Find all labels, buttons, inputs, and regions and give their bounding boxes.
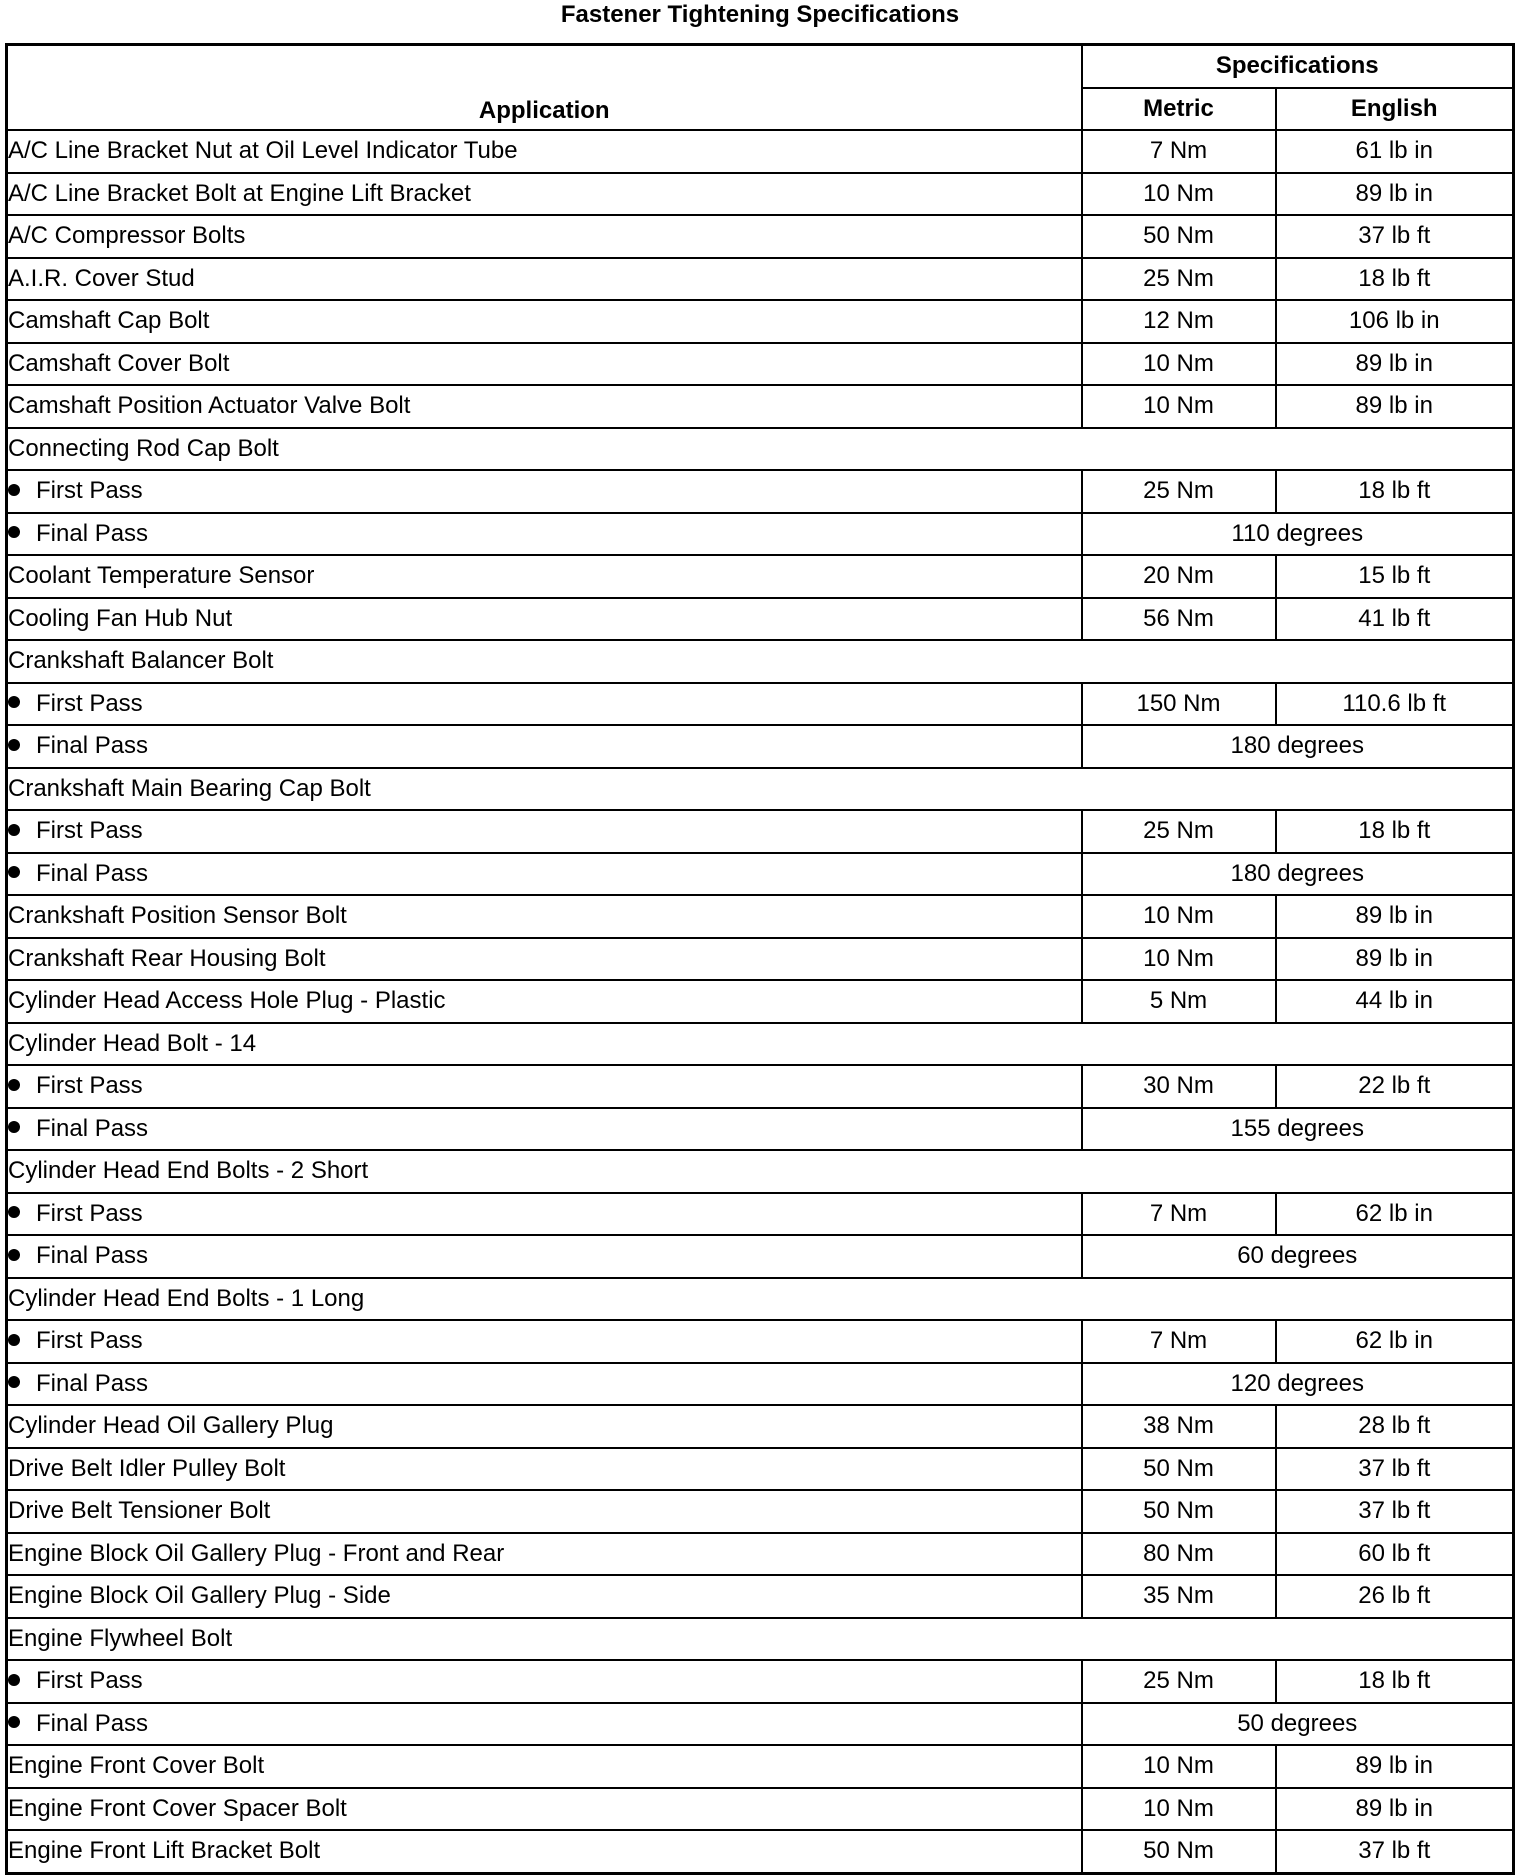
application-cell <box>7 725 1082 768</box>
english-cell: 110.6 lb ft <box>1276 683 1514 726</box>
application-cell <box>7 1788 1082 1831</box>
metric-cell: 50 Nm <box>1082 1448 1276 1491</box>
metric-cell: 25 Nm <box>1082 258 1276 301</box>
application-label: Cylinder Head End Bolts - 2 Short <box>8 1157 369 1185</box>
table-row <box>7 1278 1514 1321</box>
application-label: Cylinder Head Bolt - 14 <box>8 1029 257 1057</box>
header-row-top <box>7 45 1514 88</box>
metric-cell: 30 Nm <box>1082 1065 1276 1108</box>
table-row <box>7 768 1514 811</box>
application-label: Engine Flywheel Bolt <box>8 1624 233 1652</box>
application-label: Engine Front Cover Spacer Bolt <box>8 1794 347 1822</box>
english-cell: 28 lb ft <box>1276 1405 1514 1448</box>
application-cell <box>7 1363 1082 1406</box>
application-cell <box>7 640 1514 683</box>
table-body <box>7 130 1514 1873</box>
english-cell: 37 lb ft <box>1276 215 1514 258</box>
application-label: First Pass <box>36 817 143 845</box>
metric-cell: 80 Nm <box>1082 1533 1276 1576</box>
application-cell <box>7 513 1082 556</box>
table-row <box>7 1533 1514 1576</box>
application-label: First Pass <box>36 689 143 717</box>
english-cell: 18 lb ft <box>1276 1660 1514 1703</box>
metric-cell: 5 Nm <box>1082 980 1276 1023</box>
table-row <box>7 725 1514 768</box>
application-label: A/C Line Bracket Bolt at Engine Lift Bracket <box>8 179 471 207</box>
table-row <box>7 1150 1514 1193</box>
application-label: Crankshaft Rear Housing Bolt <box>8 944 326 972</box>
table-row <box>7 1065 1514 1108</box>
application-cell <box>7 1533 1082 1576</box>
application-cell <box>7 1660 1082 1703</box>
table-row <box>7 1830 1514 1873</box>
application-cell <box>7 1108 1082 1151</box>
application-cell <box>7 1575 1082 1618</box>
metric-cell: 50 Nm <box>1082 1490 1276 1533</box>
metric-cell: 10 Nm <box>1082 938 1276 981</box>
table-row <box>7 258 1514 301</box>
application-label: Final Pass <box>36 1709 149 1737</box>
metric-cell: 38 Nm <box>1082 1405 1276 1448</box>
english-cell: 89 lb in <box>1276 938 1514 981</box>
bullet-icon <box>8 1121 20 1133</box>
english-cell: 106 lb in <box>1276 300 1514 343</box>
angle-value-cell: 120 degrees <box>1082 1363 1514 1406</box>
english-cell: 15 lb ft <box>1276 555 1514 598</box>
english-cell: 18 lb ft <box>1276 258 1514 301</box>
table-row <box>7 1745 1514 1788</box>
application-cell <box>7 980 1082 1023</box>
bullet-icon <box>8 1674 20 1686</box>
table-row <box>7 640 1514 683</box>
bullet-icon <box>8 1334 20 1346</box>
table-row <box>7 300 1514 343</box>
metric-cell: 56 Nm <box>1082 598 1276 641</box>
metric-cell: 12 Nm <box>1082 300 1276 343</box>
table-header <box>7 45 1514 131</box>
application-cell <box>7 1448 1082 1491</box>
application-cell <box>7 1490 1082 1533</box>
english-cell: 26 lb ft <box>1276 1575 1514 1618</box>
application-cell <box>7 853 1082 896</box>
application-label: Final Pass <box>36 859 149 887</box>
application-cell <box>7 130 1082 173</box>
english-cell: 62 lb in <box>1276 1193 1514 1236</box>
application-cell <box>7 938 1082 981</box>
application-label: A/C Line Bracket Nut at Oil Level Indicator Tube <box>8 137 518 165</box>
metric-cell: 7 Nm <box>1082 1193 1276 1236</box>
table-row <box>7 980 1514 1023</box>
angle-value-cell: 180 degrees <box>1082 725 1514 768</box>
english-cell: 60 lb ft <box>1276 1533 1514 1576</box>
table-row <box>7 1320 1514 1363</box>
metric-cell: 10 Nm <box>1082 895 1276 938</box>
application-cell <box>7 385 1082 428</box>
metric-cell: 10 Nm <box>1082 385 1276 428</box>
table-row <box>7 598 1514 641</box>
metric-cell: 25 Nm <box>1082 470 1276 513</box>
application-cell <box>7 598 1082 641</box>
english-cell: 44 lb in <box>1276 980 1514 1023</box>
table-row <box>7 343 1514 386</box>
application-label: Engine Block Oil Gallery Plug - Side <box>8 1582 391 1610</box>
header-english: English <box>1276 88 1514 131</box>
bullet-icon <box>8 526 20 538</box>
application-label: First Pass <box>36 477 143 505</box>
english-cell: 89 lb in <box>1276 343 1514 386</box>
table-row <box>7 1363 1514 1406</box>
document-title: Fastener Tightening Specifications <box>560 1 960 28</box>
application-label: Final Pass <box>36 1369 149 1397</box>
english-cell: 61 lb in <box>1276 130 1514 173</box>
application-label: Final Pass <box>36 1114 149 1142</box>
application-label: Crankshaft Balancer Bolt <box>8 647 274 675</box>
english-cell: 18 lb ft <box>1276 470 1514 513</box>
table-row <box>7 1405 1514 1448</box>
english-cell: 41 lb ft <box>1276 598 1514 641</box>
table-row <box>7 1108 1514 1151</box>
application-cell <box>7 343 1082 386</box>
table-row <box>7 555 1514 598</box>
table-row <box>7 1490 1514 1533</box>
application-label: Cylinder Head Oil Gallery Plug <box>8 1412 334 1440</box>
header-specifications: Specifications <box>1082 45 1514 88</box>
metric-cell: 25 Nm <box>1082 810 1276 853</box>
table-row <box>7 853 1514 896</box>
bullet-icon <box>8 484 20 496</box>
metric-cell: 35 Nm <box>1082 1575 1276 1618</box>
table-row <box>7 1448 1514 1491</box>
application-label: Drive Belt Tensioner Bolt <box>8 1497 271 1525</box>
table-row <box>7 215 1514 258</box>
bullet-icon <box>8 866 20 878</box>
application-label: Coolant Temperature Sensor <box>8 562 315 590</box>
application-cell <box>7 1405 1082 1448</box>
table-row <box>7 810 1514 853</box>
bullet-icon <box>8 1716 20 1728</box>
table-row <box>7 428 1514 471</box>
metric-cell: 10 Nm <box>1082 1745 1276 1788</box>
application-label: A.I.R. Cover Stud <box>8 264 195 292</box>
application-cell <box>7 1830 1082 1873</box>
application-label: Cylinder Head Access Hole Plug - Plastic <box>8 987 446 1015</box>
application-label: Camshaft Cover Bolt <box>8 349 230 377</box>
metric-cell: 20 Nm <box>1082 555 1276 598</box>
table-row <box>7 385 1514 428</box>
metric-cell: 10 Nm <box>1082 343 1276 386</box>
metric-cell: 7 Nm <box>1082 1320 1276 1363</box>
application-label: Final Pass <box>36 1242 149 1270</box>
application-label: Drive Belt Idler Pulley Bolt <box>8 1454 286 1482</box>
header-application: Application <box>7 45 1082 131</box>
angle-value-cell: 155 degrees <box>1082 1108 1514 1151</box>
application-label: Camshaft Cap Bolt <box>8 307 210 335</box>
application-cell <box>7 810 1082 853</box>
table-row <box>7 1575 1514 1618</box>
english-cell: 89 lb in <box>1276 1745 1514 1788</box>
english-cell: 89 lb in <box>1276 1788 1514 1831</box>
header-metric: Metric <box>1082 88 1276 131</box>
bullet-icon <box>8 824 20 836</box>
english-cell: 37 lb ft <box>1276 1830 1514 1873</box>
table-row <box>7 1788 1514 1831</box>
application-label: Cooling Fan Hub Nut <box>8 604 233 632</box>
application-cell <box>7 683 1082 726</box>
english-cell: 37 lb ft <box>1276 1490 1514 1533</box>
metric-cell: 10 Nm <box>1082 1788 1276 1831</box>
angle-value-cell: 60 degrees <box>1082 1235 1514 1278</box>
fastener-spec-table <box>5 43 1515 1875</box>
application-cell <box>7 173 1082 216</box>
application-cell <box>7 300 1082 343</box>
table-row <box>7 683 1514 726</box>
application-label: Cylinder Head End Bolts - 1 Long <box>8 1284 365 1312</box>
table-row <box>7 938 1514 981</box>
bullet-icon <box>8 739 20 751</box>
metric-cell: 10 Nm <box>1082 173 1276 216</box>
metric-cell: 7 Nm <box>1082 130 1276 173</box>
bullet-icon <box>8 1249 20 1261</box>
application-cell <box>7 1703 1082 1746</box>
english-cell: 62 lb in <box>1276 1320 1514 1363</box>
application-label: Connecting Rod Cap Bolt <box>8 434 279 462</box>
bullet-icon <box>8 1376 20 1388</box>
application-cell <box>7 1193 1082 1236</box>
application-label: First Pass <box>36 1072 143 1100</box>
bullet-icon <box>8 1079 20 1091</box>
application-label: First Pass <box>36 1199 143 1227</box>
table-row <box>7 513 1514 556</box>
application-cell <box>7 555 1082 598</box>
table-row <box>7 1618 1514 1661</box>
table-row <box>7 1235 1514 1278</box>
application-label: Final Pass <box>36 732 149 760</box>
table-row <box>7 1023 1514 1066</box>
english-cell: 89 lb in <box>1276 173 1514 216</box>
table-row <box>7 173 1514 216</box>
application-cell <box>7 1150 1514 1193</box>
english-cell: 89 lb in <box>1276 895 1514 938</box>
application-label: A/C Compressor Bolts <box>8 222 246 250</box>
angle-value-cell: 180 degrees <box>1082 853 1514 896</box>
bullet-icon <box>8 1206 20 1218</box>
application-cell <box>7 1278 1514 1321</box>
application-cell <box>7 895 1082 938</box>
angle-value-cell: 50 degrees <box>1082 1703 1514 1746</box>
application-label: Crankshaft Position Sensor Bolt <box>8 902 347 930</box>
application-cell <box>7 215 1082 258</box>
english-cell: 18 lb ft <box>1276 810 1514 853</box>
angle-value-cell: 110 degrees <box>1082 513 1514 556</box>
application-label: First Pass <box>36 1327 143 1355</box>
application-label: Camshaft Position Actuator Valve Bolt <box>8 392 411 420</box>
application-label: Final Pass <box>36 519 149 547</box>
application-cell <box>7 428 1514 471</box>
table-row <box>7 470 1514 513</box>
application-cell <box>7 1235 1082 1278</box>
application-cell <box>7 1320 1082 1363</box>
table-row <box>7 1703 1514 1746</box>
metric-cell: 150 Nm <box>1082 683 1276 726</box>
english-cell: 37 lb ft <box>1276 1448 1514 1491</box>
application-cell <box>7 470 1082 513</box>
table-row <box>7 130 1514 173</box>
application-label: Engine Front Lift Bracket Bolt <box>8 1837 321 1865</box>
bullet-icon <box>8 696 20 708</box>
application-cell <box>7 258 1082 301</box>
application-label: First Pass <box>36 1667 143 1695</box>
application-cell <box>7 768 1514 811</box>
english-cell: 22 lb ft <box>1276 1065 1514 1108</box>
application-cell <box>7 1065 1082 1108</box>
table-row <box>7 895 1514 938</box>
application-cell <box>7 1023 1514 1066</box>
table-row <box>7 1193 1514 1236</box>
application-label: Engine Block Oil Gallery Plug - Front and Rear <box>8 1539 505 1567</box>
metric-cell: 25 Nm <box>1082 1660 1276 1703</box>
application-label: Crankshaft Main Bearing Cap Bolt <box>8 774 371 802</box>
application-label: Engine Front Cover Bolt <box>8 1752 265 1780</box>
table-row <box>7 1660 1514 1703</box>
metric-cell: 50 Nm <box>1082 1830 1276 1873</box>
application-cell <box>7 1745 1082 1788</box>
english-cell: 89 lb in <box>1276 385 1514 428</box>
metric-cell: 50 Nm <box>1082 215 1276 258</box>
application-cell <box>7 1618 1514 1661</box>
